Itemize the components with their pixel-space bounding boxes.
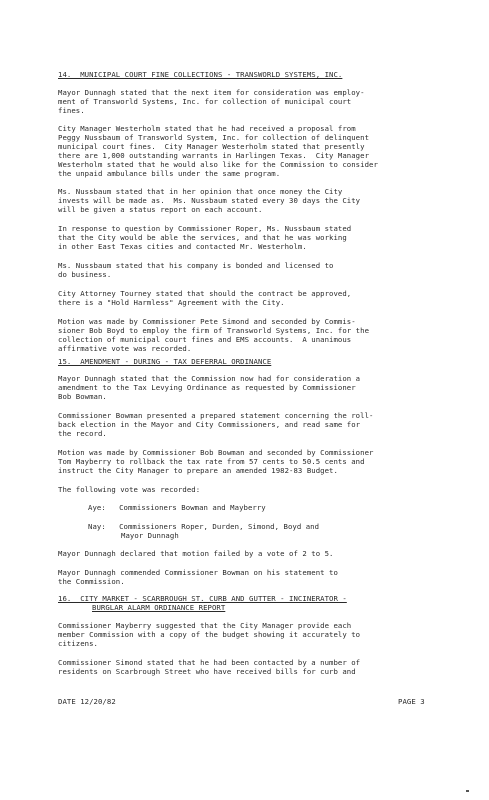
text-line: that the City would be able the services, and that he was working <box>58 233 347 242</box>
text-line: Ms. Nussbaum stated that his company is bonded and licensed to <box>58 261 334 270</box>
text-line: Peggy Nussbaum of Transworld System, Inc. for collection of delinquent <box>58 133 370 142</box>
text-line: will be given a status report on each account. <box>58 205 263 214</box>
text-line: Commissioner Mayberry suggested that the City Manager provide each <box>58 621 352 630</box>
text-line: The following vote was recorded: <box>58 485 201 494</box>
text-line: affirmative vote was recorded. <box>58 344 192 353</box>
text-line: Motion was made by Commissioner Bob Bowman and seconded by Commissioner <box>58 448 374 457</box>
text-line: Westerholm stated that he would also like for the Commission to consider <box>58 160 378 169</box>
text-line: instruct the City Manager to prepare an amended 1982-83 Budget. <box>58 466 338 475</box>
text-line: the unpaid ambulance bills under the same program. <box>58 169 281 178</box>
vote-nay-cont: Mayor Dunnagh <box>121 531 179 540</box>
text-line: Motion was made by Commissioner Pete Simond and seconded by Commis- <box>58 317 356 326</box>
text-line: Bob Bowman. <box>58 392 107 401</box>
text-line: Mayor Dunnagh stated that the Commission now had for consideration a <box>58 374 361 383</box>
text-line: Ms. Nussbaum stated that in her opinion that once money the City <box>58 187 343 196</box>
text-line: in other East Texas cities and contacted Mr. Westerholm. <box>58 242 307 251</box>
text-line: back election in the Mayor and City Commissioners, and read same for <box>58 420 361 429</box>
footer-date: DATE 12/20/82 <box>58 697 116 706</box>
footer-page: PAGE 3 <box>398 697 425 706</box>
text-line: invests will be made as. Ms. Nussbaum stated every 30 days the City <box>58 196 361 205</box>
text-line: City Manager Westerholm stated that he had received a proposal from <box>58 124 356 133</box>
text-line: Mayor Dunnagh commended Commissioner Bowman on his statement to <box>58 568 338 577</box>
text-line: sioner Bob Boyd to employ the firm of Transworld Systems, Inc. for the <box>58 326 370 335</box>
text-line: Mayor Dunnagh declared that motion failed by a vote of 2 to 5. <box>58 549 334 558</box>
text-line: City Attorney Tourney stated that should the contract be approved, <box>58 289 352 298</box>
text-line: fines. <box>58 106 85 115</box>
text-line: citizens. <box>58 639 98 648</box>
text-line: member Commission with a copy of the budget showing it accurately to <box>58 630 361 639</box>
text-line: there are 1,000 outstanding warrants in Harlingen Texas. City Manager <box>58 151 370 160</box>
text-line: Tom Mayberry to rollback the tax rate from 57 cents to 50.5 cents and <box>58 457 365 466</box>
text-line: collection of municipal court fines and EMS accounts. A unanimous <box>58 335 352 344</box>
text-line: Mayor Dunnagh stated that the next item for consideration was employ- <box>58 88 365 97</box>
text-line: Commissioner Bowman presented a prepared statement concerning the roll- <box>58 411 374 420</box>
text-line: there is a "Hold Harmless" Agreement with the City. <box>58 298 285 307</box>
text-line: In response to question by Commissioner Roper, Ms. Nussbaum stated <box>58 224 352 233</box>
section-16-heading: 16. CITY MARKET - SCARBROUGH ST. CURB AND GUTTER - INCINERATOR - <box>58 594 347 603</box>
text-line: amendment to the Tax Levying Ordinance as requested by Commissioner <box>58 383 356 392</box>
text-line: do business. <box>58 270 112 279</box>
section-15-heading: 15. AMENDMENT - DURING - TAX DEFERRAL ORDINANCE <box>58 357 272 366</box>
text-line: residents on Scarbrough Street who have received bills for curb and <box>58 667 356 676</box>
vote-nay: Nay: Commissioners Roper, Durden, Simond, Boyd and <box>88 522 320 531</box>
section-14-heading: 14. MUNICIPAL COURT FINE COLLECTIONS - TRANSWORLD SYSTEMS, INC. <box>58 70 343 79</box>
scan-artifact <box>466 790 469 792</box>
text-line: ment of Transworld Systems, Inc. for collection of municipal court <box>58 97 352 106</box>
text-line: the Commission. <box>58 577 125 586</box>
text-line: Commissioner Simond stated that he had been contacted by a number of <box>58 658 361 667</box>
vote-aye: Aye: Commissioners Bowman and Mayberry <box>88 503 266 512</box>
section-16-heading-cont: BURGLAR ALARM ORDINANCE REPORT <box>92 603 226 612</box>
text-line: municipal court fines. City Manager Westerholm stated that presently <box>58 142 365 151</box>
text-line: the record. <box>58 429 107 438</box>
